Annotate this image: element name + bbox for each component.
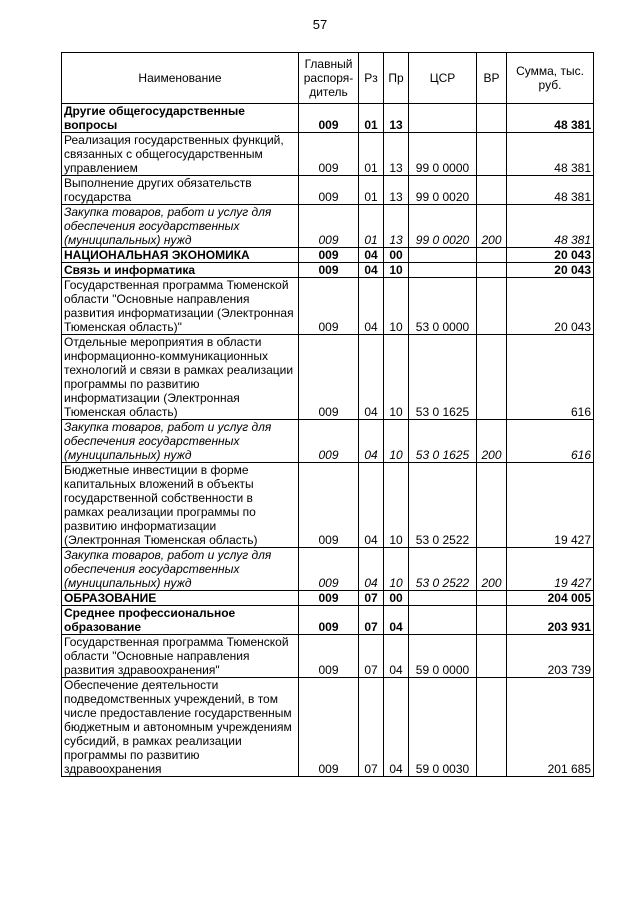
- cell-rz: 04: [359, 463, 384, 548]
- cell-name: НАЦИОНАЛЬНАЯ ЭКОНОМИКА: [62, 248, 299, 263]
- cell-rz: 07: [359, 678, 384, 777]
- cell-sum: 201 685: [507, 678, 594, 777]
- cell-admin: 009: [299, 678, 359, 777]
- cell-csr: [409, 591, 477, 606]
- table-row: [62, 205, 594, 248]
- header-pr: Пр: [384, 53, 409, 104]
- table-row: [62, 263, 594, 278]
- cell-admin: 009: [299, 548, 359, 591]
- header-csr: ЦСР: [409, 53, 477, 104]
- cell-name: ОБРАЗОВАНИЕ: [62, 591, 299, 606]
- cell-name: Закупка товаров, работ и услуг для обеспечения государственных (муниципальных) нужд: [62, 420, 299, 463]
- table-header-row: [62, 53, 594, 104]
- cell-csr: 99 0 0020: [409, 176, 477, 205]
- cell-admin: 009: [299, 104, 359, 133]
- cell-name: Отдельные мероприятия в области информационно-коммуникационных технологий и связи в рамках реализации программы по развитию информатизации (Электронная Тюменская область): [62, 335, 299, 420]
- cell-csr: 53 0 2522: [409, 548, 477, 591]
- cell-name: Закупка товаров, работ и услуг для обеспечения государственных (муниципальных) нужд: [62, 548, 299, 591]
- cell-admin: 009: [299, 248, 359, 263]
- cell-rz: 04: [359, 420, 384, 463]
- cell-name: Закупка товаров, работ и услуг для обеспечения государственных (муниципальных) нужд: [62, 205, 299, 248]
- cell-pr: 13: [384, 176, 409, 205]
- table-row: [62, 591, 594, 606]
- cell-sum: 20 043: [507, 248, 594, 263]
- cell-csr: [409, 104, 477, 133]
- cell-sum: 203 931: [507, 606, 594, 635]
- cell-csr: 53 0 0000: [409, 278, 477, 335]
- cell-csr: 53 0 1625: [409, 335, 477, 420]
- cell-sum: 20 043: [507, 263, 594, 278]
- cell-vr: [477, 248, 507, 263]
- cell-admin: 009: [299, 133, 359, 176]
- cell-name: Бюджетные инвестиции в форме капитальных вложений в объекты государственной собственности в рамках реализации программы по развитию информатизации (Электронная Тюменская область): [62, 463, 299, 548]
- cell-pr: 10: [384, 263, 409, 278]
- table-row: [62, 278, 594, 335]
- cell-csr: 59 0 0030: [409, 678, 477, 777]
- cell-pr: 04: [384, 606, 409, 635]
- cell-rz: 04: [359, 548, 384, 591]
- cell-csr: 53 0 2522: [409, 463, 477, 548]
- cell-name: Выполнение других обязательств государства: [62, 176, 299, 205]
- cell-csr: 59 0 0000: [409, 635, 477, 678]
- table-row: [62, 548, 594, 591]
- cell-csr: [409, 248, 477, 263]
- cell-pr: 10: [384, 420, 409, 463]
- cell-admin: 009: [299, 263, 359, 278]
- table-row: [62, 678, 594, 777]
- cell-pr: 00: [384, 248, 409, 263]
- cell-vr: [477, 678, 507, 777]
- cell-vr: 200: [477, 548, 507, 591]
- table-row: [62, 133, 594, 176]
- cell-rz: 01: [359, 205, 384, 248]
- table-row: [62, 248, 594, 263]
- cell-vr: [477, 263, 507, 278]
- cell-sum: 616: [507, 420, 594, 463]
- table-row: [62, 635, 594, 678]
- cell-csr: 53 0 1625: [409, 420, 477, 463]
- cell-csr: [409, 263, 477, 278]
- cell-name: Связь и информатика: [62, 263, 299, 278]
- header-admin: Главный распоря-дитель: [299, 53, 359, 104]
- cell-name: Среднее профессиональное образование: [62, 606, 299, 635]
- budget-table: [61, 52, 594, 777]
- cell-vr: [477, 591, 507, 606]
- cell-rz: 04: [359, 278, 384, 335]
- header-vr: ВР: [477, 53, 507, 104]
- table-row: [62, 335, 594, 420]
- cell-vr: [477, 635, 507, 678]
- cell-pr: 13: [384, 205, 409, 248]
- cell-sum: 48 381: [507, 205, 594, 248]
- cell-name: Государственная программа Тюменской области "Основные направления развития информатизации (Электронная Тюменская область)": [62, 278, 299, 335]
- cell-sum: 48 381: [507, 104, 594, 133]
- cell-admin: 009: [299, 278, 359, 335]
- cell-sum: 204 005: [507, 591, 594, 606]
- cell-rz: 07: [359, 591, 384, 606]
- cell-name: Реализация государственных функций, связанных с общегосударственным управлением: [62, 133, 299, 176]
- cell-pr: 10: [384, 335, 409, 420]
- cell-rz: 04: [359, 335, 384, 420]
- cell-admin: 009: [299, 635, 359, 678]
- table-row: [62, 420, 594, 463]
- cell-pr: 10: [384, 548, 409, 591]
- cell-name: Государственная программа Тюменской области "Основные направления развития здравоохранения": [62, 635, 299, 678]
- cell-pr: 13: [384, 133, 409, 176]
- header-sum: Сумма, тыс. руб.: [507, 53, 594, 104]
- cell-csr: 99 0 0020: [409, 205, 477, 248]
- cell-admin: 009: [299, 606, 359, 635]
- cell-rz: 04: [359, 248, 384, 263]
- cell-pr: 10: [384, 463, 409, 548]
- cell-name: Другие общегосударственные вопросы: [62, 104, 299, 133]
- table-row: [62, 104, 594, 133]
- header-rz: Рз: [359, 53, 384, 104]
- cell-admin: 009: [299, 420, 359, 463]
- cell-pr: 10: [384, 278, 409, 335]
- cell-rz: 01: [359, 104, 384, 133]
- cell-sum: 616: [507, 335, 594, 420]
- cell-sum: 20 043: [507, 278, 594, 335]
- cell-vr: [477, 104, 507, 133]
- cell-vr: [477, 463, 507, 548]
- cell-vr: [477, 335, 507, 420]
- table-body: [62, 104, 594, 777]
- cell-name: Обеспечение деятельности подведомственных учреждений, в том числе предоставление государственным бюджетным и автономным учреждениям субсидий, в рамках реализации программы по развитию здравоохранения: [62, 678, 299, 777]
- cell-vr: [477, 176, 507, 205]
- cell-admin: 009: [299, 335, 359, 420]
- cell-admin: 009: [299, 591, 359, 606]
- cell-pr: 00: [384, 591, 409, 606]
- table-row: [62, 463, 594, 548]
- cell-sum: 48 381: [507, 133, 594, 176]
- cell-admin: 009: [299, 463, 359, 548]
- page-number: 57: [312, 17, 328, 32]
- cell-rz: 01: [359, 133, 384, 176]
- header-name: Наименование: [62, 53, 299, 104]
- cell-vr: 200: [477, 205, 507, 248]
- cell-rz: 01: [359, 176, 384, 205]
- cell-rz: 04: [359, 263, 384, 278]
- cell-pr: 04: [384, 635, 409, 678]
- cell-vr: [477, 278, 507, 335]
- table-row: [62, 606, 594, 635]
- cell-pr: 13: [384, 104, 409, 133]
- cell-vr: 200: [477, 420, 507, 463]
- cell-csr: [409, 606, 477, 635]
- cell-rz: 07: [359, 606, 384, 635]
- cell-csr: 99 0 0000: [409, 133, 477, 176]
- cell-sum: 48 381: [507, 176, 594, 205]
- cell-rz: 07: [359, 635, 384, 678]
- cell-sum: 19 427: [507, 548, 594, 591]
- cell-admin: 009: [299, 205, 359, 248]
- table-row: [62, 176, 594, 205]
- cell-vr: [477, 606, 507, 635]
- cell-sum: 203 739: [507, 635, 594, 678]
- cell-admin: 009: [299, 176, 359, 205]
- cell-vr: [477, 133, 507, 176]
- cell-pr: 04: [384, 678, 409, 777]
- cell-sum: 19 427: [507, 463, 594, 548]
